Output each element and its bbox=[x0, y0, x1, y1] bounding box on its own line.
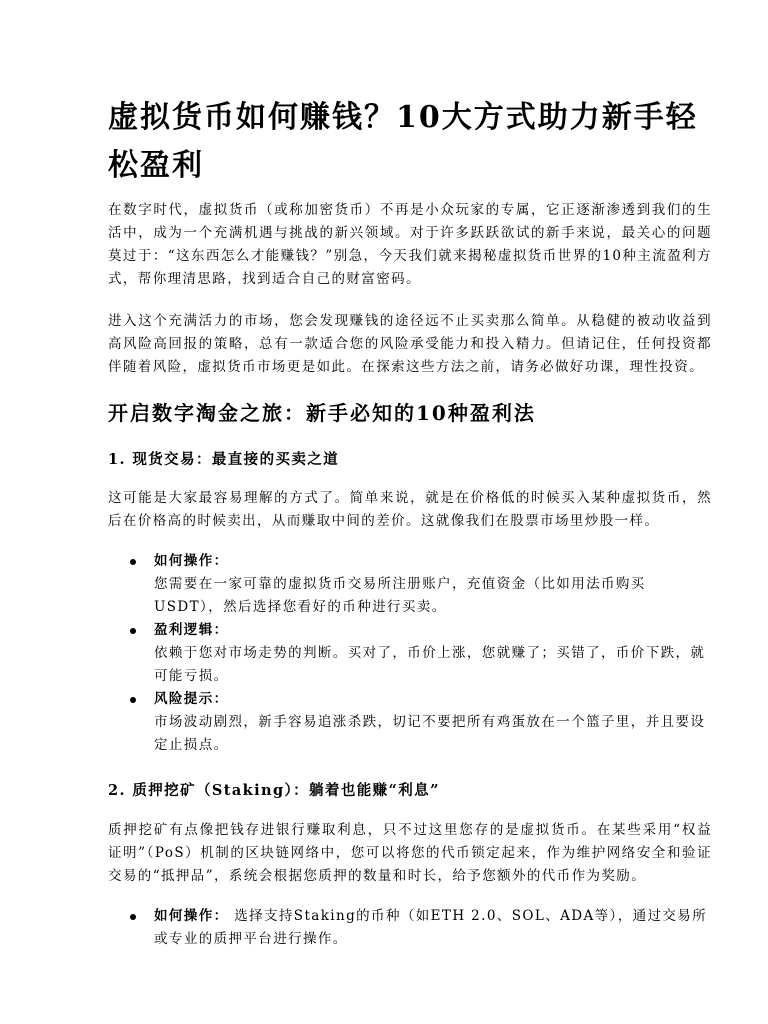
section-heading: 开启数字淘金之旅：新手必知的10种盈利法 bbox=[108, 401, 536, 425]
bullet-label: 如何操作： bbox=[154, 908, 229, 924]
article-title: 虚拟货币如何赚钱？10大方式助力新手轻松盈利 bbox=[108, 100, 698, 183]
method-1-bullet-list bbox=[108, 550, 712, 757]
intro-paragraph-1: 在数字时代，虚拟货币（或称加密货币）不再是小众玩家的专属，它正逐渐渗透到我们的生活中，成为一个充满机遇与挑战的新兴领域。对于许多跃跃欲试的新手来说，最关心的问题莫过于：“这东西怎么才能赚钱？”别急，今天我们就来揭秘虚拟货币世界的10种主流盈利方式，帮你理清思路，找到适合自己的财富密码。 bbox=[108, 202, 712, 287]
bullet-label: 如何操作： bbox=[154, 553, 229, 569]
method-2-body: 质押挖矿有点像把钱存进银行赚取利息，只不过这里您存的是虚拟货币。在某些采用“权益证明”（PoS）机制的区块链网络中，您可以将您的代币锁定起来，作为维护网络安全和验证交易的“抵押品”，系统会根据您质押的数量和时长，给予您额外的代币作为奖励。 bbox=[108, 822, 712, 884]
intro-paragraph-2: 进入这个充满活力的市场，您会发现赚钱的途径远不止买卖那么简单。从稳健的被动收益到高风险高回报的策略，总有一款适合您的风险承受能力和投入精力。但请记住，任何投资都伴随着风险，虚拟货币市场更是如此。在探索这些方法之前，请务必做好功课，理性投资。 bbox=[108, 313, 712, 375]
list-item bbox=[108, 550, 712, 619]
method-1-body: 这可能是大家最容易理解的方式了。简单来说，就是在价格低的时候买入某种虚拟货币，然后在价格高的时候卖出，从而赚取中间的差价。这就像我们在股票市场里炒股一样。 bbox=[108, 490, 712, 529]
list-item bbox=[108, 688, 712, 757]
bullet-text: 您需要在一家可靠的虚拟货币交易所注册账户，充值资金（比如用法币购买USDT），然后选择您看好的币种进行买卖。 bbox=[154, 576, 646, 615]
bullet-label: 风险提示： bbox=[154, 691, 229, 707]
bullet-text: 市场波动剧烈，新手容易追涨杀跌，切记不要把所有鸡蛋放在一个篮子里，并且要设定止损点。 bbox=[154, 714, 706, 753]
bullet-text: 选择支持Staking的币种（如ETH 2.0、SOL、ADA等），通过交易所或专业的质押平台进行操作。 bbox=[154, 908, 708, 947]
bullet-dot-icon bbox=[130, 914, 136, 920]
method-2-bullet-list bbox=[108, 905, 712, 951]
bullet-dot-icon bbox=[130, 559, 136, 565]
list-item bbox=[108, 905, 712, 951]
bullet-text: 依赖于您对市场走势的判断。买对了，币价上涨，您就赚了；买错了，币价下跌，就可能亏损。 bbox=[154, 645, 706, 684]
bullet-dot-icon bbox=[130, 697, 136, 703]
method-1-heading: 1. 现货交易：最直接的买卖之道 bbox=[108, 451, 340, 468]
list-item bbox=[108, 619, 712, 688]
bullet-label: 盈利逻辑： bbox=[154, 622, 229, 638]
method-2-heading: 2. 质押挖矿（Staking）：躺着也能赚“利息” bbox=[108, 782, 440, 799]
bullet-dot-icon bbox=[130, 628, 136, 634]
